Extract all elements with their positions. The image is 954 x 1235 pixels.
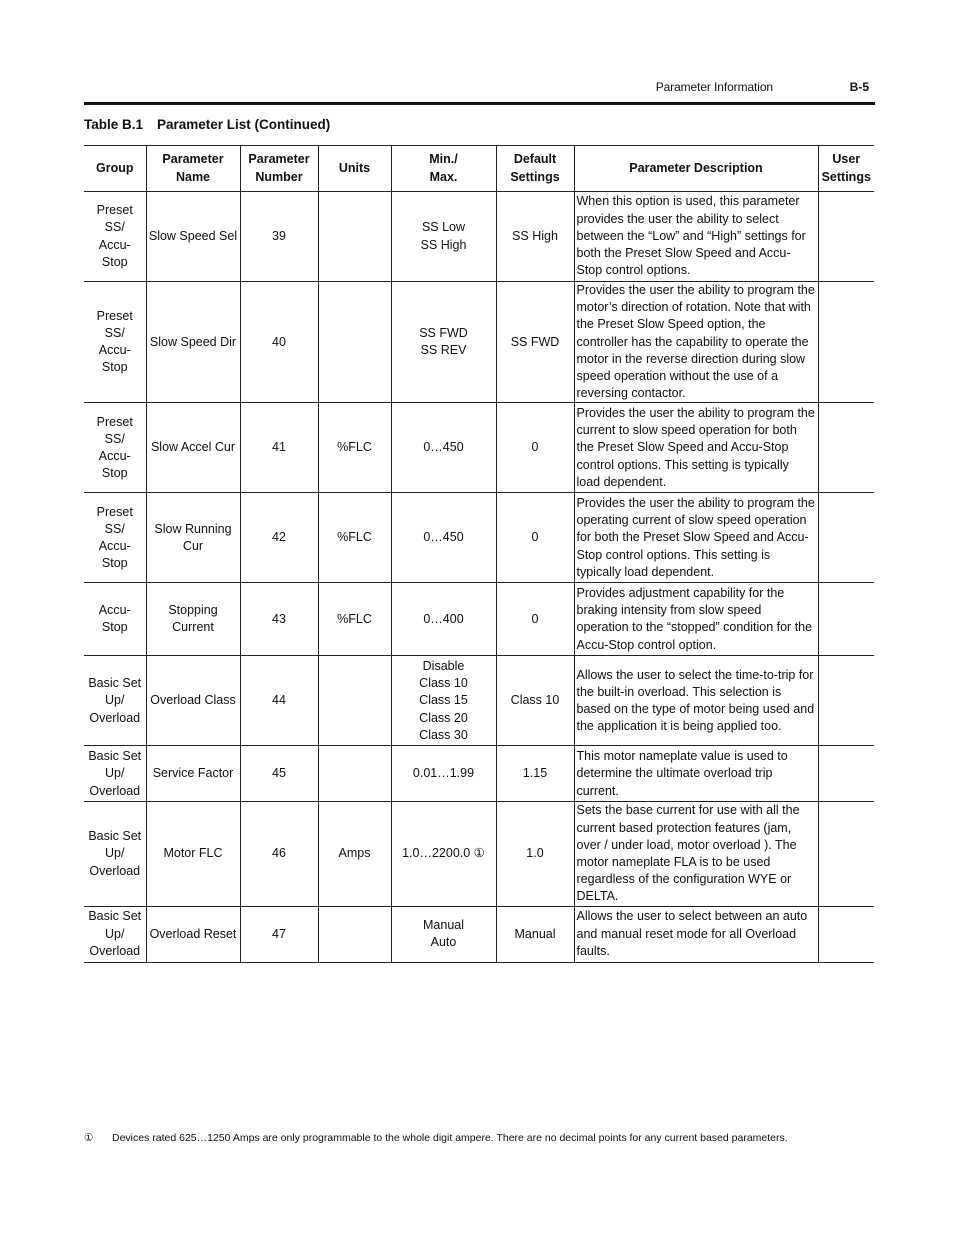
cell-parameter-name: Stopping Current bbox=[146, 583, 240, 656]
cell-parameter-name: Overload Reset bbox=[146, 906, 240, 962]
cell-default: 0 bbox=[496, 583, 574, 656]
cell-parameter-name: Slow Accel Cur bbox=[146, 403, 240, 493]
cell-group: Preset SS/ Accu-Stop bbox=[84, 282, 146, 403]
cell-units bbox=[318, 906, 391, 962]
cell-parameter-name: Service Factor bbox=[146, 746, 240, 802]
cell-default: Class 10 bbox=[496, 656, 574, 746]
cell-min-max: SS Low SS High bbox=[391, 192, 496, 282]
cell-group: Preset SS/ Accu-Stop bbox=[84, 403, 146, 493]
col-header-min-max: Min./ Max. bbox=[391, 146, 496, 192]
cell-user-settings bbox=[818, 583, 874, 656]
cell-parameter-number: 47 bbox=[240, 906, 318, 962]
cell-user-settings bbox=[818, 746, 874, 802]
cell-description: Allows the user to select between an auto and manual reset mode for all Overload faults. bbox=[574, 906, 818, 962]
cell-min-max: 0…450 bbox=[391, 493, 496, 583]
cell-default: 0 bbox=[496, 403, 574, 493]
page-number: B-5 bbox=[849, 80, 869, 94]
cell-user-settings bbox=[818, 192, 874, 282]
cell-parameter-name: Motor FLC bbox=[146, 802, 240, 906]
table-row bbox=[84, 282, 874, 403]
parameter-table bbox=[84, 145, 874, 963]
cell-min-max: 0.01…1.99 bbox=[391, 746, 496, 802]
section-title: Parameter Information bbox=[655, 80, 773, 94]
cell-user-settings bbox=[818, 906, 874, 962]
cell-description: Allows the user to select the time-to-trip for the built-in overload. This selection is based on the type of motor being used and the application it is being applied too. bbox=[574, 656, 818, 746]
table-row bbox=[84, 403, 874, 493]
cell-parameter-number: 43 bbox=[240, 583, 318, 656]
cell-default: 1.0 bbox=[496, 802, 574, 906]
col-header-description: Parameter Description bbox=[574, 146, 818, 192]
cell-parameter-number: 44 bbox=[240, 656, 318, 746]
table-row bbox=[84, 493, 874, 583]
cell-parameter-number: 40 bbox=[240, 282, 318, 403]
cell-group: Basic Set Up/ Overload bbox=[84, 906, 146, 962]
cell-parameter-number: 45 bbox=[240, 746, 318, 802]
table-title: Parameter List (Continued) bbox=[157, 117, 331, 132]
table-number: Table B.1 bbox=[84, 117, 144, 132]
table-row bbox=[84, 746, 874, 802]
cell-parameter-number: 46 bbox=[240, 802, 318, 906]
cell-description: This motor nameplate value is used to determine the ultimate overload trip current. bbox=[574, 746, 818, 802]
cell-parameter-name: Slow Running Cur bbox=[146, 493, 240, 583]
cell-min-max: 0…400 bbox=[391, 583, 496, 656]
cell-description: Provides the user the ability to program the motor’s direction of rotation. Note that with the Preset Slow Speed option, the controller has the capability to operate the motor in the reverse direction during slow speed operation without the use of a reversing contactor. bbox=[574, 282, 818, 403]
cell-units bbox=[318, 746, 391, 802]
cell-group: Basic Set Up/ Overload bbox=[84, 746, 146, 802]
cell-user-settings bbox=[818, 656, 874, 746]
cell-description: Provides adjustment capability for the braking intensity from slow speed operation to the “stopped” condition for the Accu-Stop control option. bbox=[574, 583, 818, 656]
cell-min-max: SS FWD SS REV bbox=[391, 282, 496, 403]
cell-default: SS High bbox=[496, 192, 574, 282]
cell-group: Basic Set Up/ Overload bbox=[84, 802, 146, 906]
cell-min-max: 1.0…2200.0 ① bbox=[391, 802, 496, 906]
running-header bbox=[84, 80, 874, 98]
table-row bbox=[84, 583, 874, 656]
table-row bbox=[84, 192, 874, 282]
cell-description: Provides the user the ability to program the current to slow speed operation for both the Preset Slow Speed and Accu-Stop control options. This setting is typically load dependent. bbox=[574, 403, 818, 493]
table-header-row bbox=[84, 146, 874, 192]
footnote-text: Devices rated 625…1250 Amps are only programmable to the whole digit ampere. There are no decimal points for any current based parameters. bbox=[112, 1132, 788, 1144]
cell-group: Preset SS/ Accu-Stop bbox=[84, 192, 146, 282]
col-header-default-settings: Default Settings bbox=[496, 146, 574, 192]
cell-units: %FLC bbox=[318, 403, 391, 493]
cell-default: 0 bbox=[496, 493, 574, 583]
cell-parameter-name: Overload Class bbox=[146, 656, 240, 746]
cell-min-max: 0…450 bbox=[391, 403, 496, 493]
table-row bbox=[84, 906, 874, 962]
cell-description: Provides the user the ability to program the operating current of slow speed operation for both the Preset Slow Speed and Accu-Stop control options. This setting is typically load dependent. bbox=[574, 493, 818, 583]
cell-group: Preset SS/ Accu-Stop bbox=[84, 493, 146, 583]
header-rule bbox=[84, 102, 875, 105]
cell-default: 1.15 bbox=[496, 746, 574, 802]
cell-user-settings bbox=[818, 493, 874, 583]
col-header-units: Units bbox=[318, 146, 391, 192]
col-header-parameter-number: Parameter Number bbox=[240, 146, 318, 192]
cell-min-max: Disable Class 10 Class 15 Class 20 Class 30 bbox=[391, 656, 496, 746]
table-row bbox=[84, 802, 874, 906]
table-row bbox=[84, 656, 874, 746]
cell-description: Sets the base current for use with all the current based protection features (jam, over / under load, motor overload ). The motor nameplate FLA is to be used regardless of the configuration WYE or DELTA. bbox=[574, 802, 818, 906]
cell-user-settings bbox=[818, 403, 874, 493]
cell-user-settings bbox=[818, 282, 874, 403]
cell-parameter-number: 42 bbox=[240, 493, 318, 583]
cell-units bbox=[318, 282, 391, 403]
cell-default: SS FWD bbox=[496, 282, 574, 403]
cell-group: Basic Set Up/ Overload bbox=[84, 656, 146, 746]
cell-min-max: Manual Auto bbox=[391, 906, 496, 962]
cell-units: Amps bbox=[318, 802, 391, 906]
cell-default: Manual bbox=[496, 906, 574, 962]
col-header-group: Group bbox=[84, 146, 146, 192]
cell-units bbox=[318, 192, 391, 282]
col-header-parameter-name: Parameter Name bbox=[146, 146, 240, 192]
table-caption bbox=[84, 117, 330, 132]
cell-units: %FLC bbox=[318, 583, 391, 656]
cell-units: %FLC bbox=[318, 493, 391, 583]
cell-user-settings bbox=[818, 802, 874, 906]
cell-description: When this option is used, this parameter provides the user the ability to select between the “Low” and “High” settings for both the Preset Slow Speed and Accu-Stop control options. bbox=[574, 192, 818, 282]
cell-parameter-name: Slow Speed Dir bbox=[146, 282, 240, 403]
cell-parameter-number: 41 bbox=[240, 403, 318, 493]
cell-parameter-name: Slow Speed Sel bbox=[146, 192, 240, 282]
footnote bbox=[84, 1132, 788, 1144]
col-header-user-settings: User Settings bbox=[818, 146, 874, 192]
cell-units bbox=[318, 656, 391, 746]
footnote-marker: ① bbox=[84, 1132, 94, 1144]
cell-group: Accu-Stop bbox=[84, 583, 146, 656]
cell-parameter-number: 39 bbox=[240, 192, 318, 282]
